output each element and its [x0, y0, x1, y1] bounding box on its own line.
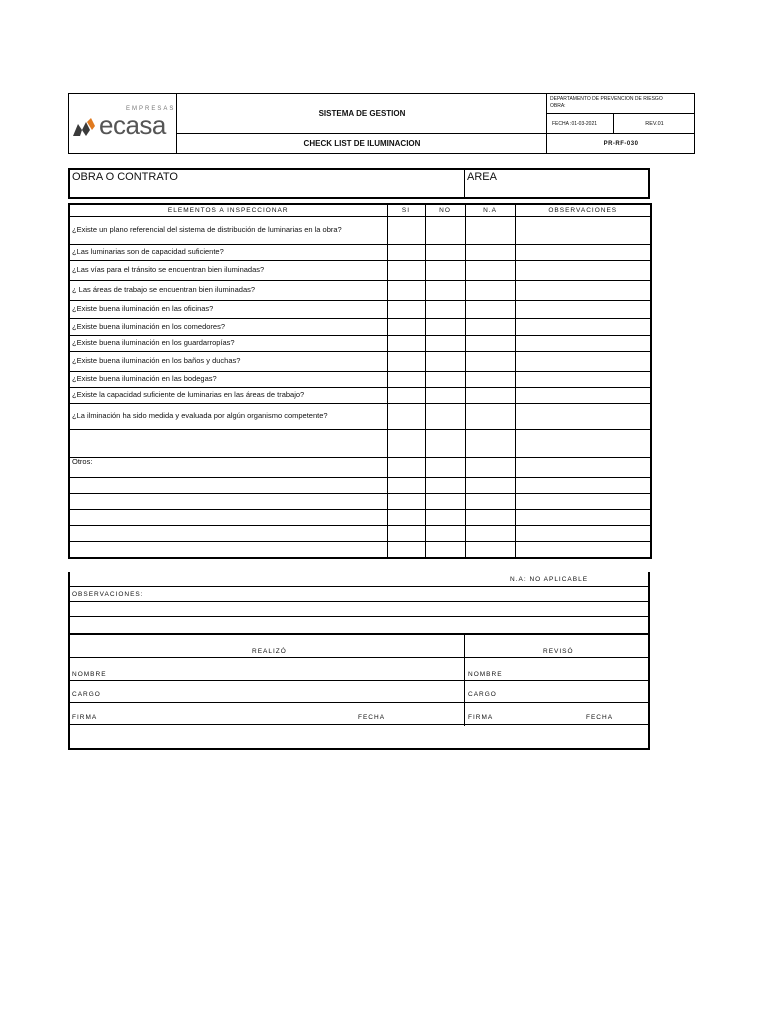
na-cell[interactable]: [465, 217, 515, 245]
observations-cell[interactable]: [515, 526, 651, 542]
si-cell[interactable]: [387, 542, 425, 558]
si-cell[interactable]: [387, 319, 425, 336]
no-cell[interactable]: [425, 301, 465, 319]
na-cell[interactable]: [465, 458, 515, 478]
form-code: PR-RF-030: [603, 140, 639, 147]
inspection-item: [69, 542, 387, 558]
date-label: FECHA: [586, 714, 614, 721]
na-cell[interactable]: [465, 319, 515, 336]
table-row: [69, 301, 651, 319]
no-cell[interactable]: [425, 261, 465, 281]
column-header: N.A: [465, 204, 515, 217]
observations-cell[interactable]: [515, 217, 651, 245]
no-cell[interactable]: [425, 281, 465, 301]
observations-cell[interactable]: [515, 352, 651, 372]
form-meta: [546, 94, 694, 153]
table-row: [69, 319, 651, 336]
logo-cell: [69, 94, 177, 153]
observations-cell[interactable]: [515, 245, 651, 261]
si-cell[interactable]: [387, 301, 425, 319]
no-cell[interactable]: [425, 388, 465, 404]
inspection-item: ¿Las vías para el tránsito se encuentran bien iluminadas?: [69, 261, 387, 281]
divider: [464, 170, 465, 197]
table-row: [69, 388, 651, 404]
inspection-item: ¿Existe buena iluminación en las bodegas?: [69, 372, 387, 388]
observations-cell[interactable]: [515, 430, 651, 458]
na-cell[interactable]: [465, 478, 515, 494]
form-header: [68, 93, 695, 154]
observations-cell[interactable]: [515, 281, 651, 301]
no-cell[interactable]: [425, 372, 465, 388]
observations-cell[interactable]: [515, 510, 651, 526]
inspection-item: ¿Existe buena iluminación en los baños y duchas?: [69, 352, 387, 372]
department-label: DEPARTAMENTO DE PREVENCION DE RIESGO: [550, 96, 663, 102]
table-row: [69, 478, 651, 494]
observations-cell[interactable]: [515, 542, 651, 558]
na-cell[interactable]: [465, 430, 515, 458]
no-cell[interactable]: [425, 526, 465, 542]
observations-field[interactable]: [70, 602, 650, 616]
si-cell[interactable]: [387, 404, 425, 430]
no-cell[interactable]: [425, 494, 465, 510]
si-cell[interactable]: [387, 526, 425, 542]
na-cell[interactable]: [465, 261, 515, 281]
table-row: [69, 526, 651, 542]
observations-cell[interactable]: [515, 388, 651, 404]
si-cell[interactable]: [387, 261, 425, 281]
logo-subtitle: EMPRESAS: [126, 106, 176, 112]
si-cell[interactable]: [387, 478, 425, 494]
date-label: FECHA: [358, 714, 386, 721]
table-row: [69, 372, 651, 388]
ecasa-logo-icon: [73, 118, 95, 136]
inspection-item: ¿Existe la capacidad suficiente de luminarias en las áreas de trabajo?: [69, 388, 387, 404]
observations-cell[interactable]: [515, 372, 651, 388]
area-label: AREA: [467, 171, 497, 183]
na-cell[interactable]: [465, 510, 515, 526]
table-row: [69, 542, 651, 558]
signature-label: FIRMA: [468, 714, 494, 721]
system-title: SISTEMA DE GESTION: [177, 94, 547, 134]
inspection-item: ¿Existe un plano referencial del sistema de distribución de luminarias en la obra?: [69, 217, 387, 245]
table-header-row: [69, 204, 651, 217]
na-cell[interactable]: [465, 388, 515, 404]
na-cell[interactable]: [465, 526, 515, 542]
obra-field-label: OBRA:: [550, 103, 566, 109]
department-box: [547, 94, 695, 114]
reviewed-by-label: REVISÓ: [543, 648, 574, 655]
no-cell[interactable]: [425, 542, 465, 558]
signature-label: FIRMA: [72, 714, 98, 721]
na-cell[interactable]: [465, 372, 515, 388]
si-cell[interactable]: [387, 245, 425, 261]
na-cell[interactable]: [465, 404, 515, 430]
table-row: [69, 352, 651, 372]
na-cell[interactable]: [465, 281, 515, 301]
observations-cell[interactable]: [515, 336, 651, 352]
si-cell[interactable]: [387, 388, 425, 404]
inspection-table: [68, 203, 652, 559]
si-cell[interactable]: [387, 281, 425, 301]
table-row: [69, 404, 651, 430]
na-note: N.A: NO APLICABLE: [510, 576, 589, 583]
si-cell[interactable]: [387, 458, 425, 478]
inspection-item: [69, 510, 387, 526]
no-cell[interactable]: [425, 458, 465, 478]
form-footer: [68, 572, 650, 750]
table-row: [69, 510, 651, 526]
table-row: [69, 458, 651, 478]
no-cell[interactable]: [425, 510, 465, 526]
form-title: CHECK LIST DE ILUMINACION: [303, 139, 421, 148]
inspection-item: ¿La ilminación ha sido medida y evaluada por algún organismo competente?: [69, 404, 387, 430]
column-header: NO: [425, 204, 465, 217]
no-cell[interactable]: [425, 352, 465, 372]
position-label: CARGO: [72, 691, 101, 698]
si-cell[interactable]: [387, 352, 425, 372]
table-row: [69, 494, 651, 510]
inspection-item: ¿Las luminarias son de capacidad suficiente?: [69, 245, 387, 261]
no-cell[interactable]: [425, 217, 465, 245]
inspection-item: ¿Existe buena iluminación en los comedores?: [69, 319, 387, 336]
table-row: [69, 281, 651, 301]
project-info-box: [68, 168, 650, 199]
form-revision: REV.01: [614, 114, 695, 134]
inspection-item: [69, 430, 387, 458]
observations-label: OBSERVACIONES:: [72, 591, 144, 598]
na-cell[interactable]: [465, 301, 515, 319]
no-cell[interactable]: [425, 430, 465, 458]
si-cell[interactable]: [387, 336, 425, 352]
table-row: [69, 245, 651, 261]
si-cell[interactable]: [387, 494, 425, 510]
no-cell[interactable]: [425, 478, 465, 494]
position-label: CARGO: [468, 691, 497, 698]
no-cell[interactable]: [425, 245, 465, 261]
observations-cell[interactable]: [515, 478, 651, 494]
si-cell[interactable]: [387, 430, 425, 458]
column-header: SI: [387, 204, 425, 217]
name-label: NOMBRE: [72, 671, 107, 678]
no-cell[interactable]: [425, 319, 465, 336]
na-cell[interactable]: [465, 336, 515, 352]
inspection-item: ¿ Las áreas de trabajo se encuentran bien iluminadas?: [69, 281, 387, 301]
obra-label: OBRA O CONTRATO: [72, 171, 178, 183]
inspection-item: Otros:: [69, 458, 387, 478]
si-cell[interactable]: [387, 510, 425, 526]
observations-cell[interactable]: [515, 494, 651, 510]
logo-wordmark: ecasa: [99, 110, 166, 140]
inspection-item: ¿Existe buena iluminación en las oficinas?: [69, 301, 387, 319]
no-cell[interactable]: [425, 404, 465, 430]
name-label: NOMBRE: [468, 671, 503, 678]
table-row: [69, 261, 651, 281]
na-cell[interactable]: [465, 494, 515, 510]
made-by-label: REALIZÓ: [252, 648, 287, 655]
na-cell[interactable]: [465, 542, 515, 558]
table-row: [69, 217, 651, 245]
observations-field[interactable]: [70, 617, 650, 632]
inspection-item: ¿Existe buena iluminación en los guardarropías?: [69, 336, 387, 352]
observations-cell[interactable]: [515, 261, 651, 281]
table-row: [69, 430, 651, 458]
table-row: [69, 336, 651, 352]
no-cell[interactable]: [425, 336, 465, 352]
form-date: FECHA :01-03-2021: [547, 114, 614, 134]
observations-cell[interactable]: [515, 458, 651, 478]
observations-cell[interactable]: [515, 404, 651, 430]
inspection-item: [69, 478, 387, 494]
si-cell[interactable]: [387, 217, 425, 245]
column-header: OBSERVACIONES: [515, 204, 651, 217]
inspection-item: [69, 526, 387, 542]
inspection-item: [69, 494, 387, 510]
na-cell[interactable]: [465, 352, 515, 372]
observations-cell[interactable]: [515, 301, 651, 319]
si-cell[interactable]: [387, 372, 425, 388]
column-header: ELEMENTOS A INSPECCIONAR: [69, 204, 387, 217]
observations-cell[interactable]: [515, 319, 651, 336]
na-cell[interactable]: [465, 245, 515, 261]
